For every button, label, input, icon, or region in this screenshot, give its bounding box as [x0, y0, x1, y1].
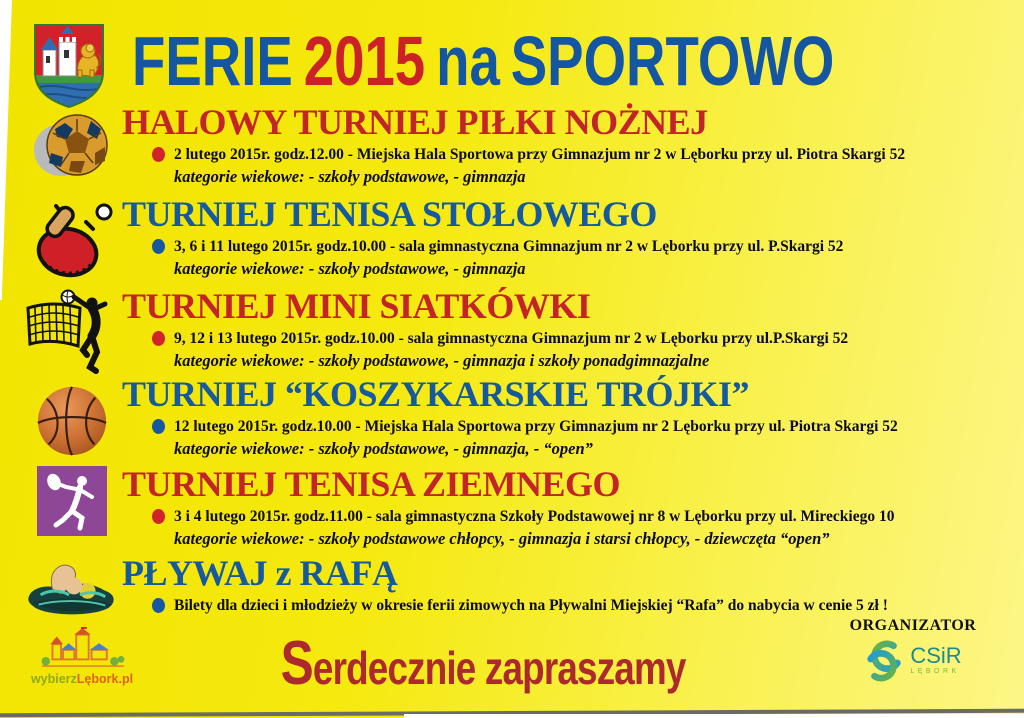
csir-logo	[828, 639, 998, 683]
event-detail-line	[122, 596, 1024, 616]
scan-artifact-bottom	[404, 714, 1024, 718]
event-heading: TURNIEJ “KOSZYKARSKIE TRÓJKI”	[122, 374, 749, 414]
event-details: 9, 12 i 13 lutego 2015r. godz.10.00 - sala gimnastyczna Gimnazjum nr 2 w Lęborku przy ul.P.Skargi 52	[174, 330, 849, 347]
organizer-name: CSiR	[910, 643, 962, 668]
organizer-label: ORGANIZATOR	[849, 617, 977, 634]
bullet-dot	[152, 509, 165, 524]
title-word-ferie: FERIE	[132, 22, 293, 100]
site-name	[26, 673, 138, 685]
event-detail-line	[122, 237, 1024, 257]
bullet-dot	[152, 239, 165, 254]
event-heading: TURNIEJ TENISA STOŁOWEGO	[122, 194, 657, 234]
closing-message: Serdecznie zapraszamy	[280, 629, 686, 698]
csir-text	[910, 645, 961, 677]
event-body	[122, 464, 1024, 549]
event-body	[122, 286, 1024, 371]
closing-wrap	[138, 627, 828, 696]
event-heading: PŁYWAJ z RAFĄ	[122, 553, 398, 593]
event-turniej-tenisa-ziemnego	[22, 464, 1024, 553]
lebork-coat-of-arms-icon	[30, 20, 110, 115]
event-list	[0, 98, 1024, 627]
event-heading: TURNIEJ TENISA ZIEMNEGO	[122, 464, 620, 504]
site-name-wybierz: wybierz	[30, 672, 77, 686]
event-heading: HALOWY TURNIEJ PIŁKI NOŻNEJ	[122, 102, 708, 142]
event-categories: kategorie wiekowe: - szkoły podstawowe, - gimnazja	[174, 167, 526, 186]
organizer-block	[828, 617, 998, 683]
event-detail-line	[122, 417, 1024, 437]
bullet-dot	[152, 598, 165, 613]
event-details: 3, 6 i 11 lutego 2015r. godz.10.00 - sala gimnastyczna Gimnazjum nr 2 w Lęborku przy ul. P.Skargi 52	[174, 238, 844, 255]
table-tennis-paddle-icon	[22, 194, 122, 278]
soccer-ball-icon	[22, 102, 122, 180]
event-turniej-koszykarskie-trojki	[22, 374, 1024, 464]
event-categories: kategorie wiekowe: - szkoły podstawowe, - gimnazja, - “open”	[174, 439, 593, 458]
event-body	[122, 102, 1024, 187]
organizer-city: LĘBORK	[910, 668, 960, 675]
event-categories: kategorie wiekowe: - szkoły podstawowe chłopcy, - gimnazja i starsi chłopcy, - dziewczęta “open”	[174, 529, 830, 548]
event-plywaj-z-rafa	[22, 553, 1024, 627]
swimmer-icon	[22, 553, 122, 619]
bullet-dot	[152, 331, 165, 346]
csir-swirl-icon	[864, 639, 904, 683]
event-halowy-turniej-pilki-noznej	[22, 98, 1024, 194]
title-word-na: na	[436, 22, 500, 100]
volleyball-player-icon	[22, 286, 122, 376]
event-body	[122, 553, 1024, 616]
bullet-dot	[152, 419, 165, 434]
title-word-2015: 2015	[303, 22, 426, 100]
event-details: 2 lutego 2015r. godz.12.00 - Miejska Hala Sportowa przy Gimnazjum nr 2 w Lęborku przy ul. Piotra Skargi 52	[174, 146, 906, 163]
event-details: 12 lutego 2015r. godz.10.00 - Miejska Hala Sportowa przy Gimnazjum nr 2 Lęborku przy ul. Piotra Skargi 52	[174, 418, 898, 435]
event-details: 3 i 4 lutego 2015r. godz.11.00 - sala gimnastyczna Szkoły Podstawowej nr 8 w Lęborku przy ul. Mireckiego 10	[174, 508, 895, 525]
event-categories: kategorie wiekowe: - szkoły podstawowe, - gimnazja i szkoły ponadgimnazjalne	[174, 351, 710, 370]
town-illustration-icon	[36, 627, 128, 667]
title-word-sportowo: SPORTOWO	[510, 22, 835, 100]
event-body	[122, 194, 1024, 279]
event-categories: kategorie wiekowe: - szkoły podstawowe, - gimnazja	[174, 259, 526, 278]
event-detail-line	[122, 145, 1024, 165]
site-name-lebork-pl: Lębork.pl	[76, 672, 134, 686]
bullet-dot	[152, 147, 165, 162]
event-turniej-mini-siatkowki	[22, 286, 1024, 374]
header	[0, 0, 1024, 98]
event-detail-line	[122, 507, 1024, 527]
event-heading: TURNIEJ MINI SIATKÓWKI	[122, 286, 591, 326]
event-details: Bilety dla dzieci i młodzieży w okresie ferii zimowych na Pływalni Miejskiej “Rafa” do nabycia w cenie 5 zł !	[174, 597, 888, 614]
event-body	[122, 374, 1024, 459]
event-detail-line	[122, 329, 1024, 349]
event-turniej-tenisa-stolowego	[22, 194, 1024, 286]
poster-title	[132, 22, 845, 100]
wybierz-lebork-logo	[26, 627, 138, 685]
basketball-icon	[22, 374, 122, 458]
footer	[0, 617, 1024, 698]
tennis-player-icon	[22, 464, 122, 536]
